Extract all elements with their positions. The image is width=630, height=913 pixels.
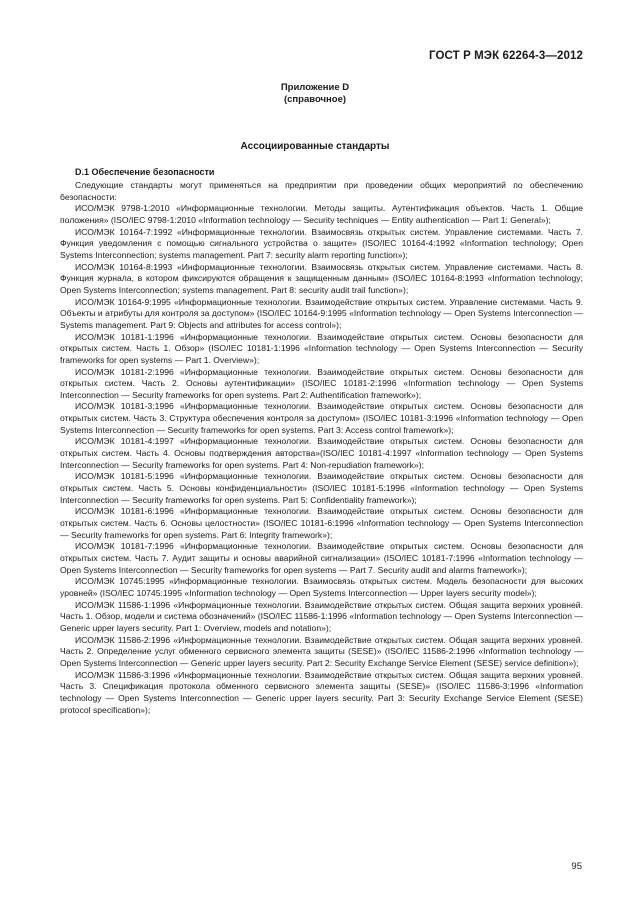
paragraph: ИСО/МЭК 10745:1995 «Информационные технологии. Взаимосвязь открытых систем. Модель безопасности для высоких уровней» (ISO/IEC 10745:1995 «Information technology — Open Systems Interconnection — Upper layers security model»); [60, 576, 583, 598]
paragraph: Следующие стандарты могут применяться на предприятии при проведении общих мероприятий по обеспечению безопасности: [60, 180, 583, 202]
paragraph: ИСО/МЭК 10181-7:1996 «Информационные технологии. Взаимодействие открытых систем. Основы безопасности для открытых систем. Часть 7. Аудит защиты и основы аварийной сигнализации» (ISO/IEC 10181-7:1996 «Information technology — Open Systems Interconnection — Security frameworks for open systems — Part 7. Security audit and alarms framework»); [60, 541, 583, 575]
paragraph: ИСО/МЭК 10181-5:1996 «Информационные технологии. Взаимодействие открытых систем. Основы безопасности для открытых систем. Часть 5. Основы конфиденциальности» (ISO/IEC 10181-5:1996 «Information technology — Open Systems Interconnection — Security frameworks for open systems. Part 5: Confidentiality framework»); [60, 471, 583, 505]
paragraph: ИСО/МЭК 10181-2:1996 «Информационные технологии. Взаимодействие открытых систем. Основы безопасности для открытых систем. Часть 2. Основы аутентификации» (ISO/IEC 10181-2:1996 «Information technology — Open Systems Interconnection — Security frameworks for open systems. Part 2: Authentification framework»); [60, 366, 583, 400]
annex-type: (справочное) [283, 94, 347, 105]
paragraph: ИСО/МЭК 10181-6:1996 «Информационные технологии. Взаимодействие открытых систем. Основы безопасности для открытых систем. Часть 6. Основы целостности» (ISO/IEC 10181-6:1996 «Information technology — Open Systems Interconnection — Security frameworks for open systems. Part 6: Integrity framework»); [60, 506, 583, 540]
paragraph: ИСО/МЭК 10164-8:1993 «Информационные технологии. Взаимосвязь открытых систем. Управление системами. Часть 8. Функция журнала, в котором фиксируются обращения к защищенным данным» (ISO/IEC 10164-8:1993 «Information technology; Open Systems Interconnection; systems management. Part 8: security audit trail function»); [60, 261, 583, 295]
page-number: 95 [571, 861, 582, 872]
paragraph: ИСО/МЭК 10181-1:1996 «Информационные технологии. Взаимодействие открытых систем. Основы безопасности для открытых систем. Часть 1. Обзор» (ISO/IEC 10181-1:1996 «Information technology — Open Systems Interconnection — Security frameworks for open systems — Part 1. Overview»); [60, 331, 583, 365]
document-body [60, 180, 583, 716]
paragraph: ИСО/МЭК 9798-1:2010 «Информационные технологии. Методы защиты. Аутентификация объектов. Часть 1. Общие положения» (ISO/IEC 9798-1:2010 «Information technology — Security techniques — Entity authentication — Part 1: General»); [60, 203, 583, 225]
annex-heading [0, 82, 630, 106]
paragraph: ИСО/МЭК 10164-7:1992 «Информационные технологии. Взаимосвязь открытых систем. Управление системами. Часть 7. Функция уведомления с помощью сигнального устройства о защите» (ISO/IEC 10164-4:1992 «Information technology; Open Systems Interconnection; systems management. Part 7: security alarm reporting function»); [60, 226, 583, 260]
annex-label: Приложение D [280, 82, 350, 93]
paragraph: ИСО/МЭК 10164-9:1995 «Информационные технологии. Взаимодействие открытых систем. Управление системами. Часть 9. Объекты и атрибуты для контроля за доступом» (ISO/IEC 10164-9:1995 «Information technology — Open Systems Interconnection — Systems management. Part 9: Objects and attributes for access control»); [60, 296, 583, 330]
paragraph: ИСО/МЭК 11586-2:1996 «Информационные технологии. Взаимодействие открытых систем. Общая защита верхних уровней. Часть 2. Определение услуг обменного сервисного элемента защиты (SESE)» (ISO/IEC 11586-2:1996 «Information technology — Open Systems Interconnection — Generic upper layers security. Part 2: Security Exchange Service Element (SESE) service definition»); [60, 634, 583, 668]
paragraph: ИСО/МЭК 10181-4:1997 «Информационные технологии. Взаимодействие открытых систем. Основы безопасности для открытых систем. Часть 4. Основы подтверждения авторства»(ISO/IEC 10181-4:1997 «Information technology — Open Systems Interconnection — Security frameworks for open systems. Part 4: Non-repudiation framework»); [60, 436, 583, 470]
annex-title: Ассоциированные стандарты [240, 141, 390, 152]
paragraph: ИСО/МЭК 11586-3:1996 «Информационные технологии. Взаимодействие открытых систем. Общая защита верхних уровней. Часть 3. Спецификация протокола обменного сервисного элемента защиты (SESE)» (ISO/IEC 11586-3:1996 «Information technology — Open Systems Interconnection — Generic upper layers security. Part 3: Security Exchange Service Element (SESE) protocol specification»); [60, 669, 583, 715]
section-title: D.1 Обеспечение безопасности [75, 167, 215, 177]
paragraph: ИСО/МЭК 11586-1:1996 «Информационные технологии. Взаимодействие открытых систем. Общая защита верхних уровней. Часть 1. Обзор, модели и система обозначений» (ISO/IEC 11586-1:1996 «Information technology — Open Systems Interconnection — Generic upper layers security. Part 1: Overview, models and notation»); [60, 599, 583, 633]
paragraph: ИСО/МЭК 10181-3:1996 «Информационные технологии. Взаимодействие открытых систем. Основы безопасности для открытых систем. Часть 3. Структура обеспечения контроля за доступом» (ISO/IEC 10181-3:1996 «Information technology — Open Systems Interconnection — Security frameworks for open systems. Part 3: Access control framework»); [60, 401, 583, 435]
standard-code-header: ГОСТ Р МЭК 62264-3—2012 [429, 50, 583, 62]
